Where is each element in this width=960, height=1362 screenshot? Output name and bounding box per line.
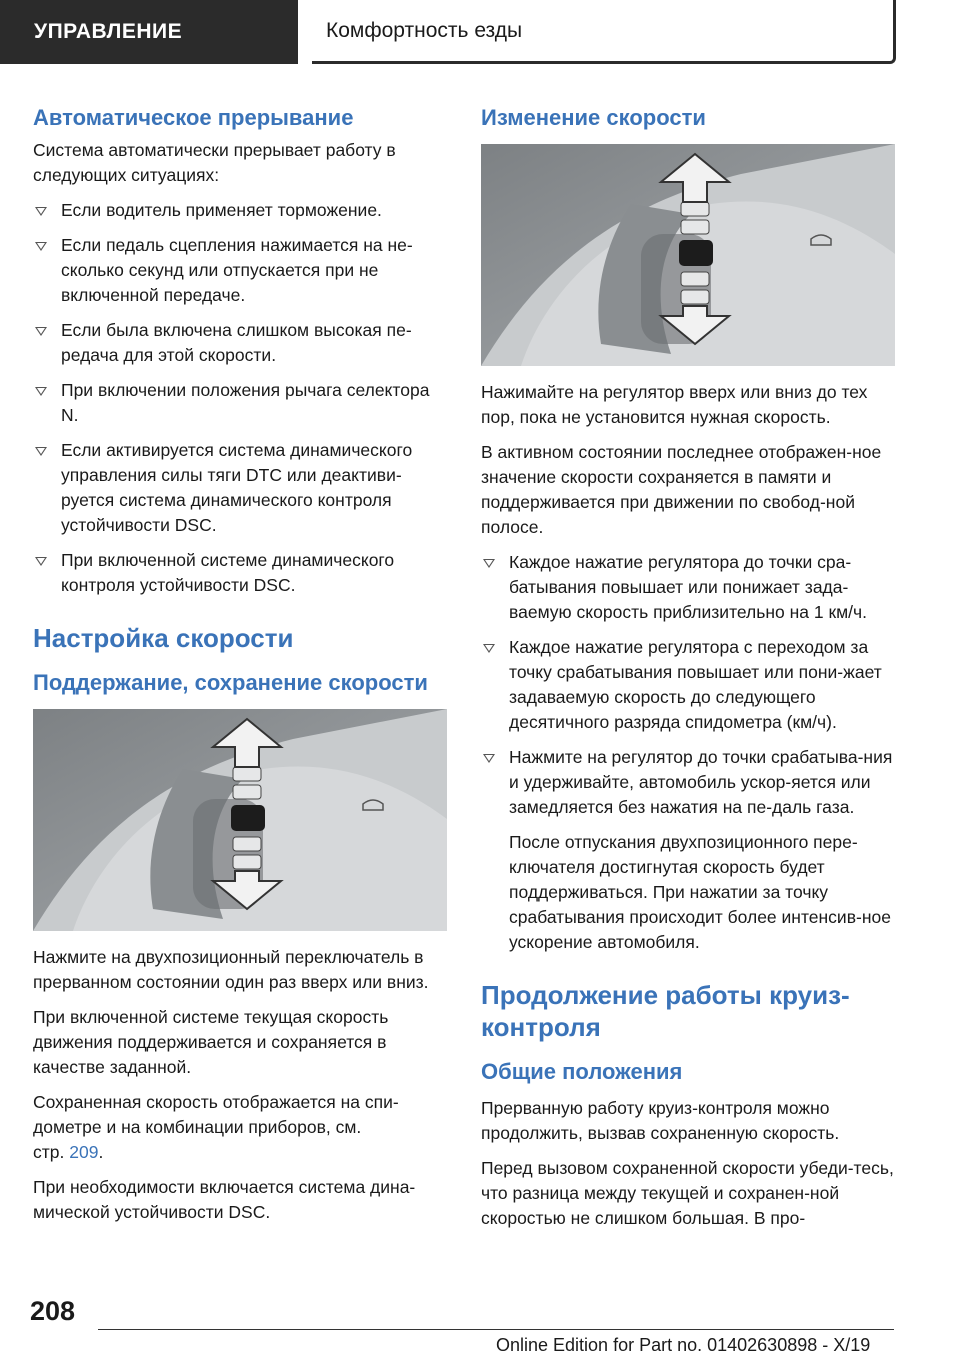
- section-header: [0, 0, 298, 64]
- triangle-bullet-icon: [35, 557, 47, 566]
- triangle-bullet-icon: [483, 559, 495, 568]
- chapter-title: Комфортность езды: [326, 18, 523, 42]
- paragraph-before-call: Перед вызовом сохраненной скорости убеди-тесь, что разница между текущей и сохранен-ной скоростью не слишком большая. В про-: [481, 1158, 894, 1228]
- list-item: Если водитель применяет торможение.: [33, 198, 451, 223]
- triangle-bullet-icon: [35, 242, 47, 251]
- triangle-bullet-icon: [35, 447, 47, 456]
- paragraph-intro: Система автоматически прерывает работу в следующих ситуациях:: [33, 140, 396, 185]
- right-column: [481, 100, 899, 1241]
- list-item: Нажмите на регулятор до точки срабатыва-ния и удерживайте, автомобиль ускор-яется или замедляется без нажатия на пе-даль газа.: [481, 745, 899, 820]
- triangle-bullet-icon: [35, 387, 47, 396]
- paragraph-press-up-down: Нажимайте на регулятор вверх или вниз до тех пор, пока не установится нужная скорость.: [481, 382, 868, 427]
- list-item: Если активируется система динамического управления силы тяги DTC или деактиви-руется система динамического контроля устойчивости DSC.: [33, 438, 451, 538]
- list-item: Каждое нажатие регулятора до точки сра-батывания повышает или понижает зада-ваемую скорость приблизительно на 1 км/ч.: [481, 550, 899, 625]
- paragraph-current-speed: При включенной системе текущая скорость движения поддерживается и сохраняется в качестве заданной.: [33, 1007, 389, 1077]
- list-item: Если педаль сцепления нажимается на не-сколько секунд или отпускается при не включенной передаче.: [33, 233, 451, 308]
- triangle-bullet-icon: [35, 327, 47, 336]
- paragraph-dsc: При необходимости включается система дина-мической устойчивости DSC.: [33, 1177, 416, 1222]
- chapter-header: [312, 0, 896, 64]
- paragraph-active-state: В активном состоянии последнее отображен-ное значение скорости сохраняется в памяти и поддерживается при движении по свобод-ной полосе.: [481, 442, 882, 537]
- left-column: [33, 100, 451, 1235]
- list-item: При включении положения рычага селектора N.: [33, 378, 451, 428]
- heading-keep-speed: Поддержание, сохранение скорости: [33, 670, 428, 695]
- footer-edition: Online Edition for Part no. 01402630898 - X/19: [496, 1335, 871, 1355]
- list-item: Если была включена слишком высокая пе-редача для этой скорости.: [33, 318, 451, 368]
- paragraph-after-release: После отпускания двухпозиционного пере-ключателя достигнутая скорость будет поддерживаться. При нажатии за точку срабатывания происходит более интенсив-ное ускорение автомобиля.: [509, 832, 891, 952]
- triangle-bullet-icon: [483, 644, 495, 653]
- list-item: Каждое нажатие регулятора с переходом за точку срабатывания повышает или пони-жает задаваемую скорость до следующего десятичного разряда спидометра (км/ч).: [481, 635, 899, 735]
- steering-wheel-switch-image: [33, 709, 447, 931]
- paragraph-saved-speed: Сохраненная скорость отображается на спи-дометре и на комбинации приборов, см. стр. 209.: [33, 1092, 399, 1162]
- paragraph-press-switch: Нажмите на двухпозиционный переключатель в прерванном состоянии один раз вверх или вниз.: [33, 947, 429, 992]
- list-item: При включенной системе динамического контроля устойчивости DSC.: [33, 548, 451, 598]
- paragraph-resume: Прерванную работу круиз-контроля можно продолжить, вызвав сохраненную скорость.: [481, 1098, 840, 1143]
- page-reference-link[interactable]: 209: [69, 1142, 99, 1162]
- steering-wheel-switch-image-2: [481, 144, 895, 366]
- heading-speed-setting: Настройка скорости: [33, 623, 294, 653]
- triangle-bullet-icon: [35, 207, 47, 216]
- footer-divider: [98, 1329, 894, 1330]
- interrupt-list: [33, 198, 451, 598]
- heading-auto-interrupt: Автоматическое прерывание: [33, 105, 354, 130]
- triangle-bullet-icon: [483, 754, 495, 763]
- heading-general: Общие положения: [481, 1059, 683, 1084]
- heading-continue-cruise: Продолжение работы круиз-контроля: [481, 980, 850, 1042]
- speed-change-list: [481, 550, 899, 820]
- page-number: 208: [30, 1296, 76, 1326]
- heading-change-speed: Изменение скорости: [481, 105, 706, 130]
- section-title: УПРАВЛЕНИЕ: [34, 20, 183, 43]
